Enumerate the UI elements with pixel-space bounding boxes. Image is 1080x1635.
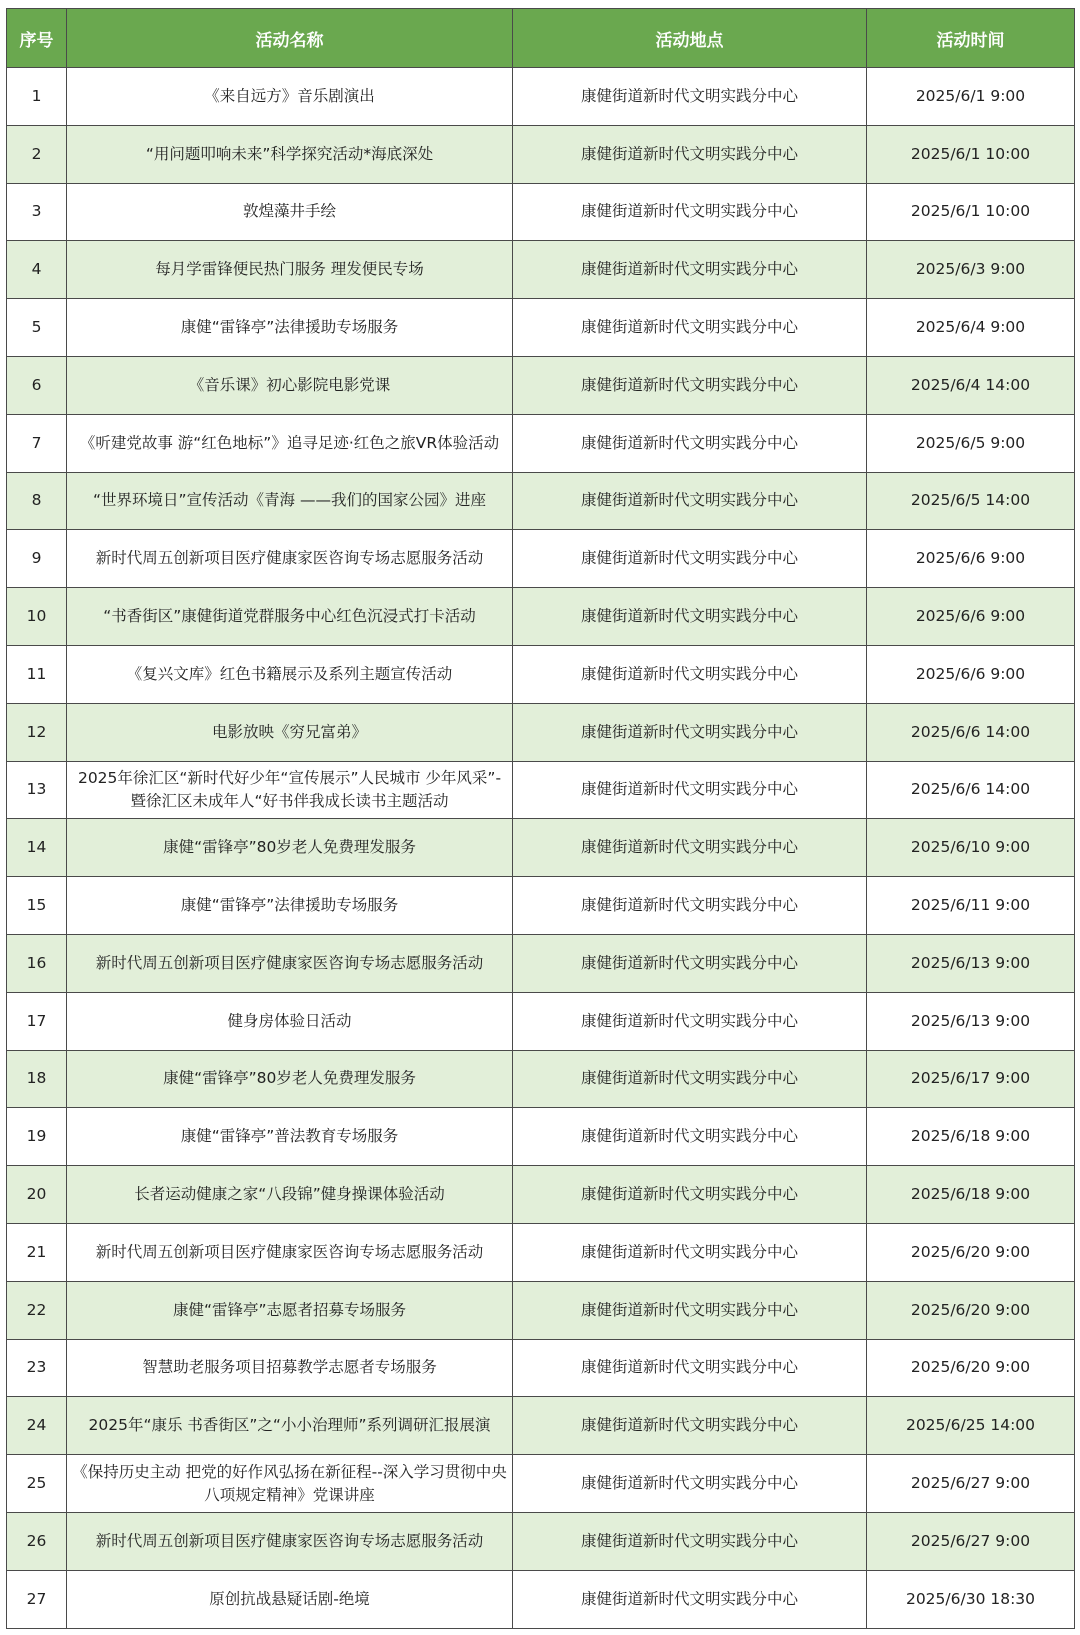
row-activity-name: 每月学雷锋便民热门服务 理发便民专场 — [67, 241, 513, 299]
row-activity-name: 康健“雷锋亭”普法教育专场服务 — [67, 1108, 513, 1166]
row-activity-name: 康健“雷锋亭”法律援助专场服务 — [67, 299, 513, 357]
table-row — [7, 934, 1075, 992]
row-activity-location: 康健街道新时代文明实践分中心 — [513, 1570, 867, 1628]
row-activity-name: 原创抗战悬疑话剧-绝境 — [67, 1570, 513, 1628]
row-activity-time: 2025/6/1 10:00 — [867, 183, 1075, 241]
row-index: 14 — [7, 819, 67, 877]
row-index: 4 — [7, 241, 67, 299]
table-row — [7, 414, 1075, 472]
table-row — [7, 645, 1075, 703]
table-row — [7, 530, 1075, 588]
row-activity-name: “书香街区”康健街道党群服务中心红色沉浸式打卡活动 — [67, 588, 513, 646]
row-activity-location: 康健街道新时代文明实践分中心 — [513, 819, 867, 877]
row-activity-location: 康健街道新时代文明实践分中心 — [513, 1339, 867, 1397]
row-index: 12 — [7, 703, 67, 761]
row-activity-name: 新时代周五创新项目医疗健康家医咨询专场志愿服务活动 — [67, 1223, 513, 1281]
table-row — [7, 1397, 1075, 1455]
row-activity-name: 新时代周五创新项目医疗健康家医咨询专场志愿服务活动 — [67, 1512, 513, 1570]
row-activity-name: 康健“雷锋亭”80岁老人免费理发服务 — [67, 819, 513, 877]
row-activity-name: 新时代周五创新项目医疗健康家医咨询专场志愿服务活动 — [67, 530, 513, 588]
row-index: 5 — [7, 299, 67, 357]
row-index: 6 — [7, 356, 67, 414]
row-activity-location: 康健街道新时代文明实践分中心 — [513, 703, 867, 761]
row-activity-time: 2025/6/1 10:00 — [867, 125, 1075, 183]
header-index: 序号 — [7, 9, 67, 68]
row-index: 21 — [7, 1223, 67, 1281]
row-activity-time: 2025/6/11 9:00 — [867, 877, 1075, 935]
row-activity-time: 2025/6/17 9:00 — [867, 1050, 1075, 1108]
row-activity-time: 2025/6/6 9:00 — [867, 588, 1075, 646]
table-header-row — [7, 9, 1075, 68]
row-activity-location: 康健街道新时代文明实践分中心 — [513, 1050, 867, 1108]
row-activity-location: 康健街道新时代文明实践分中心 — [513, 356, 867, 414]
table-row — [7, 992, 1075, 1050]
row-activity-name: 《来自远方》音乐剧演出 — [67, 68, 513, 126]
table-row — [7, 356, 1075, 414]
header-activity-name: 活动名称 — [67, 9, 513, 68]
row-activity-time: 2025/6/20 9:00 — [867, 1223, 1075, 1281]
row-index: 13 — [7, 761, 67, 819]
row-activity-location: 康健街道新时代文明实践分中心 — [513, 472, 867, 530]
row-activity-location: 康健街道新时代文明实践分中心 — [513, 992, 867, 1050]
row-activity-name: 敦煌藻井手绘 — [67, 183, 513, 241]
row-activity-location: 康健街道新时代文明实践分中心 — [513, 645, 867, 703]
row-index: 3 — [7, 183, 67, 241]
table-row — [7, 1455, 1075, 1513]
row-activity-name: 智慧助老服务项目招募教学志愿者专场服务 — [67, 1339, 513, 1397]
table-row — [7, 1223, 1075, 1281]
table-row — [7, 1339, 1075, 1397]
header-activity-location: 活动地点 — [513, 9, 867, 68]
table-row — [7, 241, 1075, 299]
row-activity-name: 健身房体验日活动 — [67, 992, 513, 1050]
table-row — [7, 1281, 1075, 1339]
row-index: 9 — [7, 530, 67, 588]
row-activity-name: 2025年徐汇区“新时代好少年“宣传展示”人民城市 少年风采”-暨徐汇区未成年人“好书伴我成长读书主题活动 — [67, 761, 513, 819]
row-activity-time: 2025/6/27 9:00 — [867, 1512, 1075, 1570]
row-activity-time: 2025/6/5 9:00 — [867, 414, 1075, 472]
row-activity-name: 《听建党故事 游“红色地标”》追寻足迹·红色之旅VR体验活动 — [67, 414, 513, 472]
row-activity-time: 2025/6/18 9:00 — [867, 1108, 1075, 1166]
table-row — [7, 1512, 1075, 1570]
row-activity-location: 康健街道新时代文明实践分中心 — [513, 877, 867, 935]
row-activity-location: 康健街道新时代文明实践分中心 — [513, 1512, 867, 1570]
row-index: 18 — [7, 1050, 67, 1108]
row-activity-name: 康健“雷锋亭”80岁老人免费理发服务 — [67, 1050, 513, 1108]
row-index: 8 — [7, 472, 67, 530]
row-activity-name: 长者运动健康之家“八段锦”健身操课体验活动 — [67, 1166, 513, 1224]
row-activity-time: 2025/6/20 9:00 — [867, 1281, 1075, 1339]
row-activity-name: “世界环境日”宣传活动《青海 ——我们的国家公园》进座 — [67, 472, 513, 530]
row-index: 16 — [7, 934, 67, 992]
row-activity-name: “用问题叩响未来”科学探究活动*海底深处 — [67, 125, 513, 183]
row-activity-location: 康健街道新时代文明实践分中心 — [513, 761, 867, 819]
activity-schedule — [6, 8, 1074, 1629]
row-index: 1 — [7, 68, 67, 126]
row-activity-name: 《保持历史主动 把党的好作风弘扬在新征程--深入学习贯彻中央八项规定精神》党课讲座 — [67, 1455, 513, 1513]
table-row — [7, 125, 1075, 183]
row-activity-time: 2025/6/18 9:00 — [867, 1166, 1075, 1224]
row-activity-name: 《音乐课》初心影院电影党课 — [67, 356, 513, 414]
row-activity-name: 新时代周五创新项目医疗健康家医咨询专场志愿服务活动 — [67, 934, 513, 992]
row-index: 26 — [7, 1512, 67, 1570]
row-activity-time: 2025/6/6 9:00 — [867, 645, 1075, 703]
row-activity-time: 2025/6/5 14:00 — [867, 472, 1075, 530]
row-index: 2 — [7, 125, 67, 183]
row-activity-location: 康健街道新时代文明实践分中心 — [513, 1223, 867, 1281]
row-activity-time: 2025/6/1 9:00 — [867, 68, 1075, 126]
row-activity-time: 2025/6/30 18:30 — [867, 1570, 1075, 1628]
table-row — [7, 588, 1075, 646]
row-activity-location: 康健街道新时代文明实践分中心 — [513, 1455, 867, 1513]
table-row — [7, 68, 1075, 126]
row-activity-location: 康健街道新时代文明实践分中心 — [513, 1281, 867, 1339]
table-body — [7, 68, 1075, 1629]
table-row — [7, 761, 1075, 819]
activity-table — [6, 8, 1075, 1629]
row-activity-time: 2025/6/6 9:00 — [867, 530, 1075, 588]
table-row — [7, 1166, 1075, 1224]
row-index: 23 — [7, 1339, 67, 1397]
row-activity-time: 2025/6/4 14:00 — [867, 356, 1075, 414]
table-row — [7, 472, 1075, 530]
row-activity-time: 2025/6/25 14:00 — [867, 1397, 1075, 1455]
row-index: 22 — [7, 1281, 67, 1339]
row-activity-location: 康健街道新时代文明实践分中心 — [513, 588, 867, 646]
header-activity-time: 活动时间 — [867, 9, 1075, 68]
row-activity-location: 康健街道新时代文明实践分中心 — [513, 1108, 867, 1166]
table-row — [7, 877, 1075, 935]
row-activity-time: 2025/6/10 9:00 — [867, 819, 1075, 877]
table-row — [7, 819, 1075, 877]
table-row — [7, 183, 1075, 241]
row-index: 11 — [7, 645, 67, 703]
table-row — [7, 1108, 1075, 1166]
row-activity-location: 康健街道新时代文明实践分中心 — [513, 125, 867, 183]
table-row — [7, 703, 1075, 761]
row-activity-location: 康健街道新时代文明实践分中心 — [513, 299, 867, 357]
row-index: 7 — [7, 414, 67, 472]
row-index: 27 — [7, 1570, 67, 1628]
row-activity-name: 康健“雷锋亭”志愿者招募专场服务 — [67, 1281, 513, 1339]
row-activity-location: 康健街道新时代文明实践分中心 — [513, 934, 867, 992]
row-activity-time: 2025/6/4 9:00 — [867, 299, 1075, 357]
row-activity-name: 《复兴文库》红色书籍展示及系列主题宣传活动 — [67, 645, 513, 703]
row-activity-time: 2025/6/6 14:00 — [867, 703, 1075, 761]
table-row — [7, 1050, 1075, 1108]
row-index: 10 — [7, 588, 67, 646]
row-index: 24 — [7, 1397, 67, 1455]
row-index: 20 — [7, 1166, 67, 1224]
row-activity-name: 康健“雷锋亭”法律援助专场服务 — [67, 877, 513, 935]
row-index: 17 — [7, 992, 67, 1050]
row-activity-time: 2025/6/20 9:00 — [867, 1339, 1075, 1397]
row-activity-location: 康健街道新时代文明实践分中心 — [513, 414, 867, 472]
row-activity-location: 康健街道新时代文明实践分中心 — [513, 68, 867, 126]
row-index: 19 — [7, 1108, 67, 1166]
row-activity-name: 电影放映《穷兄富弟》 — [67, 703, 513, 761]
row-activity-time: 2025/6/3 9:00 — [867, 241, 1075, 299]
row-activity-time: 2025/6/13 9:00 — [867, 934, 1075, 992]
row-index: 15 — [7, 877, 67, 935]
row-activity-location: 康健街道新时代文明实践分中心 — [513, 1397, 867, 1455]
row-activity-location: 康健街道新时代文明实践分中心 — [513, 1166, 867, 1224]
row-index: 25 — [7, 1455, 67, 1513]
table-row — [7, 299, 1075, 357]
row-activity-time: 2025/6/27 9:00 — [867, 1455, 1075, 1513]
table-row — [7, 1570, 1075, 1628]
row-activity-name: 2025年“康乐 书香街区”之“小小治理师”系列调研汇报展演 — [67, 1397, 513, 1455]
row-activity-time: 2025/6/6 14:00 — [867, 761, 1075, 819]
row-activity-time: 2025/6/13 9:00 — [867, 992, 1075, 1050]
row-activity-location: 康健街道新时代文明实践分中心 — [513, 241, 867, 299]
row-activity-location: 康健街道新时代文明实践分中心 — [513, 183, 867, 241]
row-activity-location: 康健街道新时代文明实践分中心 — [513, 530, 867, 588]
